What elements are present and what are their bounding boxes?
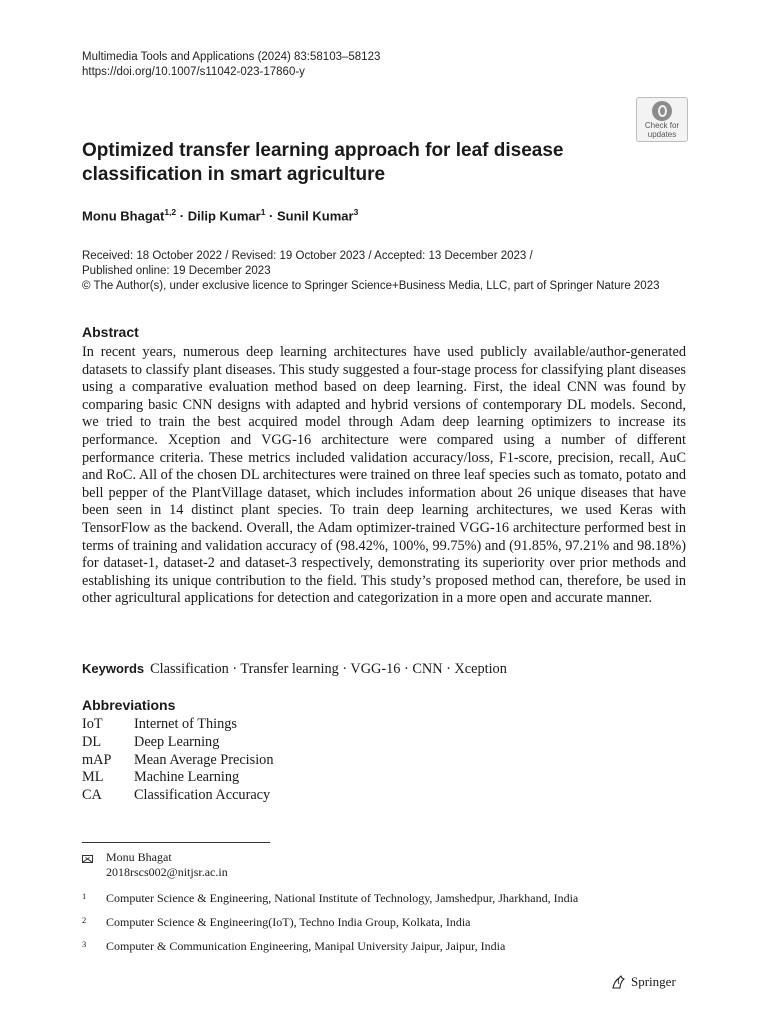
abbreviation-code: IoT xyxy=(82,716,103,732)
abbreviation-code: ML xyxy=(82,769,104,786)
springer-horse-icon xyxy=(610,974,626,990)
abstract-heading: Abstract xyxy=(82,324,139,340)
abstract-text: In recent years, numerous deep learning architectures have used publicly available/author-generated datasets to classify plant diseases. This study suggested a four-stage process for classifying plant diseases using a comparative evaluation method based on deep learning. First, the ideal CNN was found by comparing basic CNN designs with adapted and hybrid versions of contemporary DL models. Second, we tried to train the best acquired model through Adam deep learning optimizers to increase its performance. Xception and VGG-16 architecture were compared using a number of different performance criteria. These metrics included validation accuracy/loss, F1-score, precision, recall, AuC and RoC. All of the chosen DL architectures were trained on three leaf species such as tomato, potato and bell pepper of the PlantVillage dataset, which includes information about 26 unique diseases that have been seen in 14 distinct plant species. To train deep learning architectures, we used Keras with TensorFlow as the backend. Overall, the Adam optimizer-trained VGG-16 architecture performed best in terms of training and validation accuracy of (98.42%, 100%, 99.75%) and (91.85%, 97.21% and 98.18%) for dataset-1, dataset-2 and dataset-3 respectively, demonstrating its superiority over prior methods and establishing its unique contribution to the field. This study’s proposed method can, therefore, be used in other agricultural applications for detection and categorization in a more open and accurate manner. xyxy=(82,344,686,607)
footnote-divider xyxy=(82,842,270,843)
author-name[interactable]: Monu Bhagat xyxy=(82,208,165,224)
affiliation-text: Computer Science & Engineering, National Institute of Technology, Jamshedpur, Jharkhand, India xyxy=(106,891,579,905)
keywords-heading: Keywords xyxy=(82,661,145,676)
contact-name: Monu Bhagat xyxy=(106,850,172,864)
author-affil-sup: 1 xyxy=(260,207,266,217)
contact-email-link[interactable]: 2018rscs002@nitjsr.ac.in xyxy=(106,865,228,879)
paper-title: Optimized transfer learning approach for leaf disease classification in smart agriculture xyxy=(82,140,564,185)
publisher-logo xyxy=(610,974,676,990)
abbreviations-heading: Abbreviations xyxy=(82,697,176,713)
copyright-notice: © The Author(s), under exclusive licence to Springer Science+Business Media, LLC, part of Springer Nature 2023 xyxy=(82,280,660,292)
journal-doi-link[interactable]: https://doi.org/10.1007/s11042-023-17860-y xyxy=(82,66,305,78)
keywords-section xyxy=(82,660,507,678)
envelope-icon xyxy=(82,855,93,863)
author-list xyxy=(82,207,358,223)
abbreviation-code: CA xyxy=(82,787,102,804)
affiliation-text: Computer Science & Engineering(IoT), Techno India Group, Kolkata, India xyxy=(106,915,471,929)
author-name[interactable]: Dilip Kumar xyxy=(187,208,261,224)
abbreviation-meaning: Machine Learning xyxy=(134,769,240,786)
abbreviation-meaning: Mean Average Precision xyxy=(134,751,274,768)
journal-citation: Multimedia Tools and Applications (2024) 83:58103–58123 xyxy=(82,51,381,63)
affiliation-number: 2 xyxy=(82,915,87,925)
abbreviation-code: DL xyxy=(82,733,102,750)
abbreviation-meaning: Deep Learning xyxy=(134,733,220,750)
affiliation-text: Computer & Communication Engineering, Manipal University Jaipur, Jaipur, India xyxy=(106,939,506,953)
affiliation-number: 3 xyxy=(82,939,87,949)
abbreviation-meaning: Internet of Things xyxy=(134,716,237,732)
keywords-text: Classification · Transfer learning · VGG-16 · CNN · Xception xyxy=(150,661,507,677)
author-name[interactable]: Sunil Kumar xyxy=(276,208,354,224)
history-dates: Received: 18 October 2022 / Revised: 19 October 2023 / Accepted: 13 December 2023 / xyxy=(82,250,533,262)
corresponding-author xyxy=(82,850,228,880)
affiliation-number: 1 xyxy=(82,891,87,901)
author-separator: · xyxy=(265,208,277,224)
abbreviation-row xyxy=(82,716,273,734)
author-affil-sup: 3 xyxy=(353,207,359,217)
author-separator: · xyxy=(176,208,188,224)
affiliation-item xyxy=(82,915,578,930)
publisher-name: Springer xyxy=(631,974,676,989)
abbreviation-code: mAP xyxy=(82,751,112,768)
check-for-updates-icon xyxy=(652,101,672,121)
affiliation-item xyxy=(82,891,578,906)
abbreviation-row xyxy=(82,752,273,770)
check-for-updates-badge[interactable] xyxy=(636,97,688,142)
history-published: Published online: 19 December 2023 xyxy=(82,265,271,277)
abbreviation-row xyxy=(82,769,273,787)
journal-header xyxy=(82,50,380,80)
abbreviation-row xyxy=(82,787,273,805)
affiliations-list xyxy=(82,891,578,963)
badge-line2: updates xyxy=(647,129,677,139)
abbreviation-row xyxy=(82,734,273,752)
abbreviations-list xyxy=(82,716,273,805)
author-affil-sup: 1,2 xyxy=(164,207,177,217)
abbreviation-meaning: Classification Accuracy xyxy=(134,787,271,804)
badge-line1: Check for xyxy=(644,121,680,130)
publication-history xyxy=(82,249,692,294)
affiliation-item xyxy=(82,939,578,954)
